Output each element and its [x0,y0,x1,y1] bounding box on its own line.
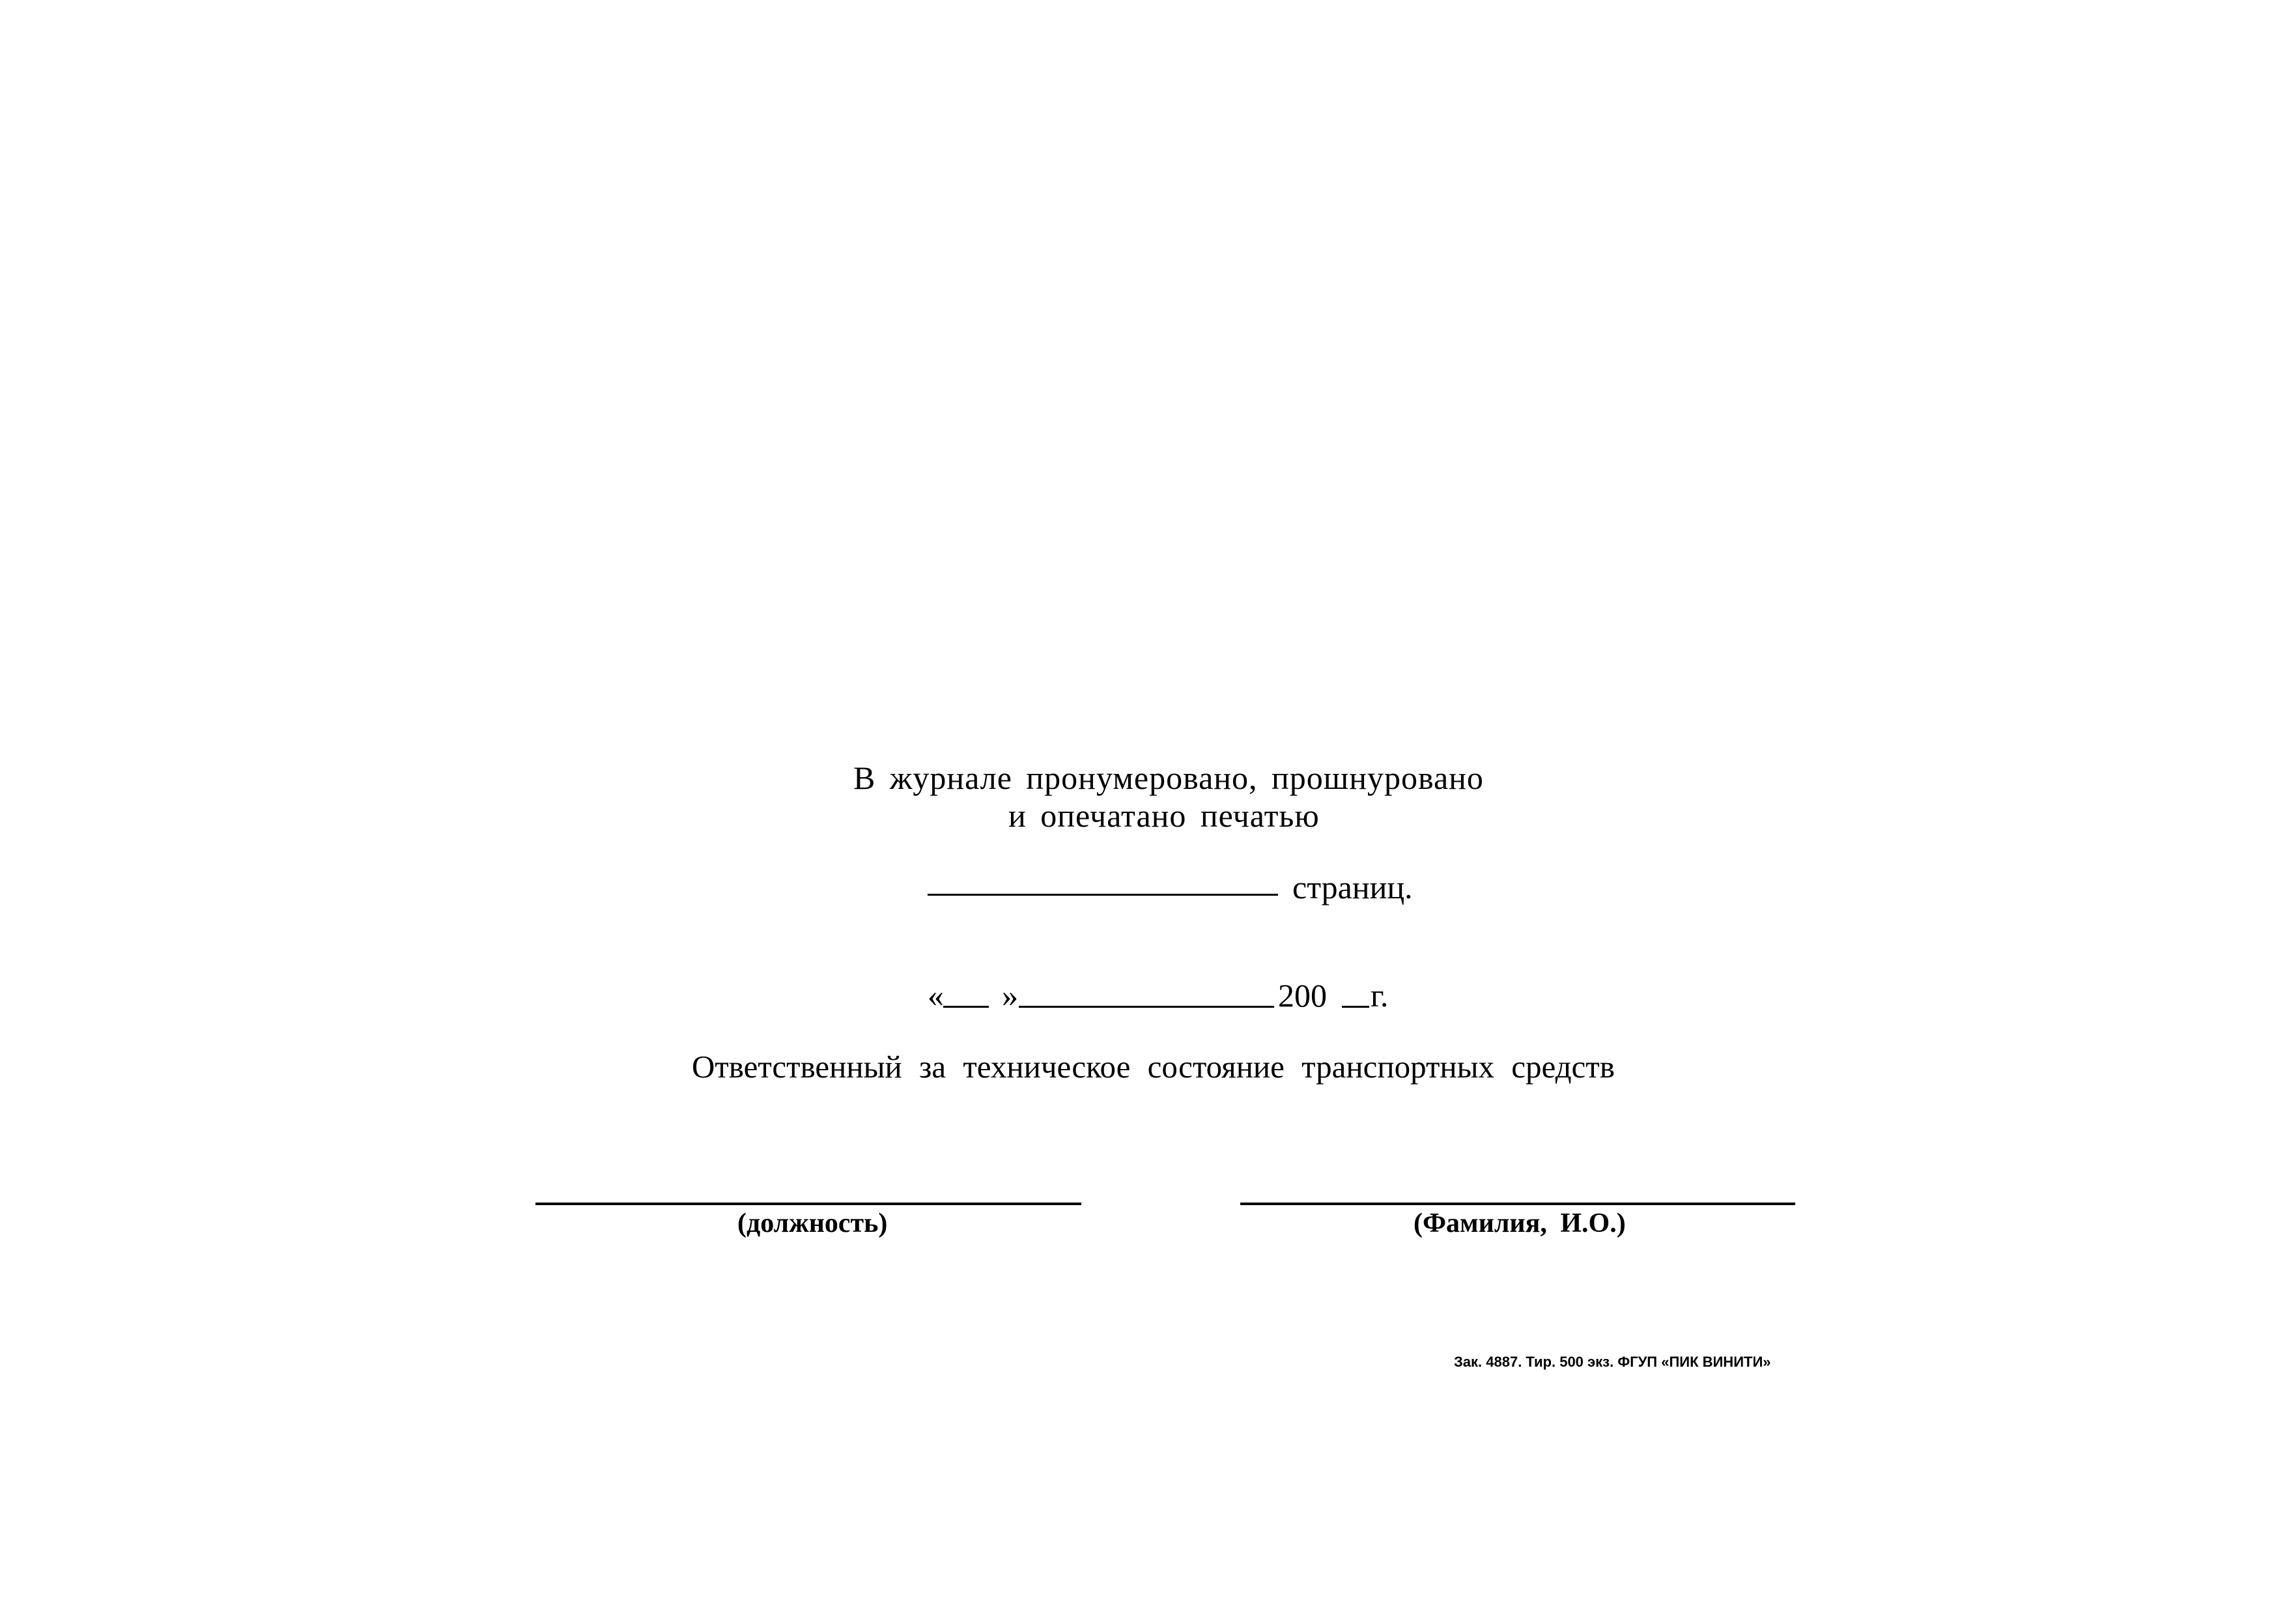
name-caption: (Фамилия, И.О.) [1414,1208,1626,1238]
certification-line-1: В журнале пронумеровано, прошнуровано [853,760,1484,796]
date-month-blank[interactable] [1019,1006,1274,1008]
date-year-prefix: 200 [1278,977,1327,1014]
date-year-suffix: г. [1371,977,1389,1014]
pages-label: страниц. [1292,869,1413,905]
printer-imprint: Зак. 4887. Тир. 500 экз. ФГУП «ПИК ВИНИТИ» [1454,1354,1771,1370]
date-close-quote: » [1002,977,1018,1014]
responsible-title: Ответственный за техническое состояние транспортных средств [692,1049,1615,1085]
position-caption: (должность) [737,1208,888,1238]
date-open-quote: « [928,977,944,1014]
date-day-blank[interactable] [943,1006,989,1008]
certification-line-2: и опечатано печатью [1008,797,1320,834]
date-year-blank[interactable] [1342,1006,1369,1008]
position-signature-blank[interactable] [535,1203,1081,1205]
name-signature-blank[interactable] [1240,1203,1795,1205]
page-count-blank[interactable] [928,894,1278,896]
